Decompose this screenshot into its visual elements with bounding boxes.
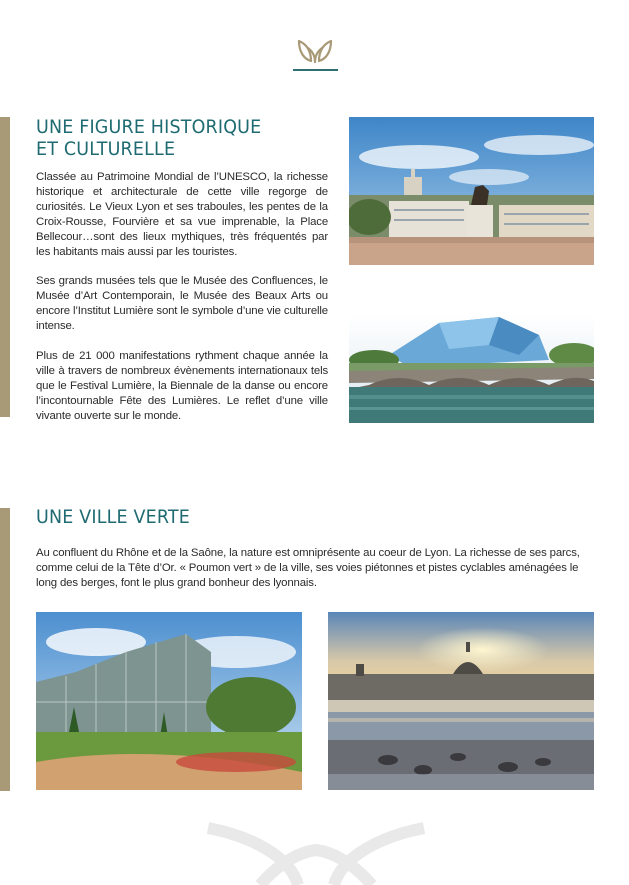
title-line-1: UNE FIGURE HISTORIQUE <box>36 116 262 138</box>
leaf-logo-icon <box>296 38 334 64</box>
paragraph-manifestations: Plus de 21 000 manifestations rythment chaque année la ville à travers de nombreux évènements internationaux tels que le Festival Lumière, la Biennale de la danse ou encore l’incontournable Fête des Lumières. Le reflet d’une ville vivante ouverte sur le monde. <box>36 350 328 422</box>
photo-parc-tete-dor <box>36 612 302 790</box>
leaf-watermark-icon <box>200 822 432 885</box>
photo-musee-confluences <box>349 315 594 423</box>
section-accent-bar-2 <box>0 508 10 791</box>
paragraph-musees: Ses grands musées tels que le Musée des Confluences, le Musée d’Art Contemporain, le Musée des Beaux Arts ou encore l’Institut Lumière sont le symbole d’une vie culturelle intense. <box>36 275 328 332</box>
photo-hotel-dieu-sunset <box>328 612 594 790</box>
title-line-2: ET CULTURELLE <box>36 138 176 160</box>
section-title-ville-verte: UNE VILLE VERTE <box>36 506 191 528</box>
section-accent-bar <box>0 117 10 417</box>
photo-place-bellecour <box>349 117 594 265</box>
header-divider <box>293 69 338 71</box>
paragraph-unesco: Classée au Patrimoine Mondial de l’UNESCO, la richesse historique et architecturale de cette ville regorge de curiosités. Le Vieux Lyon et ses traboules, les pentes de la Croix-Rousse, Fourvière et sa vue imprenable, la Place Bellecour…sont des lieux mythiques, très fréquentés par les habitants mais aussi par les touristes. <box>36 171 328 258</box>
paragraph-ville-verte: Au confluent du Rhône et de la Saône, la nature est omniprésente au coeur de Lyon. La richesse de ses parcs, comme celui de la Tête d’Or. « Poumon vert » de la ville, ses voies piétonnes et pistes cyclables aménagées le long des berges, font le plus grand bonheur des lyonnais. <box>36 547 580 589</box>
section-title-historique <box>36 116 275 160</box>
